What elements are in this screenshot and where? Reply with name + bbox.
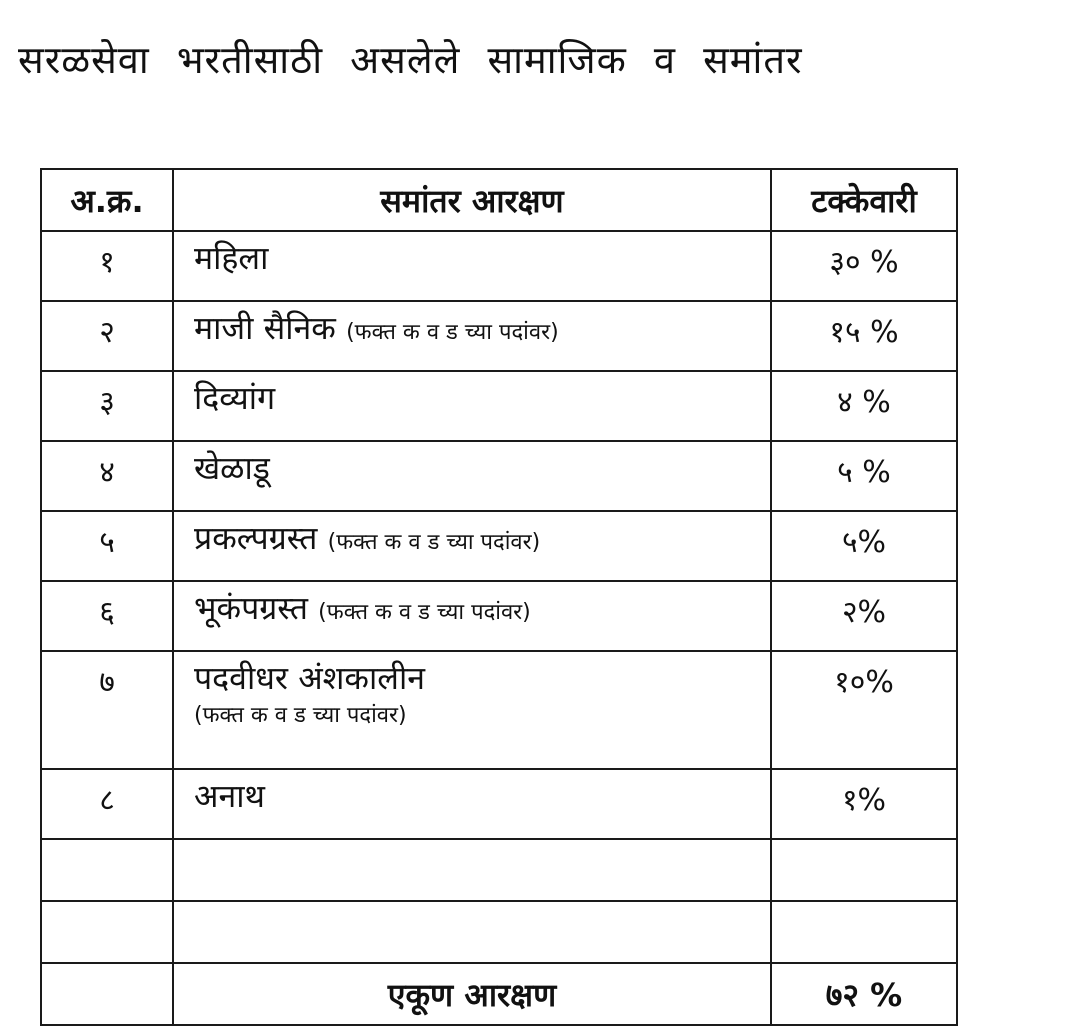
- table-row: [41, 651, 957, 769]
- empty-row: [41, 901, 957, 963]
- table-row: [41, 231, 957, 301]
- category-label: अनाथ: [194, 777, 265, 815]
- row-sr: ५: [41, 511, 173, 581]
- table-row: [41, 581, 957, 651]
- category-label: दिव्यांग: [194, 379, 276, 417]
- row-category: [173, 511, 771, 581]
- total-percent: ७२ %: [771, 963, 957, 1025]
- empty-row: [41, 839, 957, 901]
- row-category: [173, 651, 771, 769]
- table-header-row: [41, 169, 957, 231]
- row-percent: १०%: [771, 651, 957, 769]
- row-category: [173, 581, 771, 651]
- table-row: [41, 769, 957, 839]
- empty-cell: [41, 901, 173, 963]
- category-note: (फक्त क व ड च्या पदांवर): [318, 600, 531, 625]
- row-sr: ६: [41, 581, 173, 651]
- empty-cell: [173, 901, 771, 963]
- category-note: (फक्त क व ड च्या पदांवर): [194, 703, 407, 728]
- table-row: [41, 511, 957, 581]
- row-sr: २: [41, 301, 173, 371]
- category-label: महिला: [194, 239, 269, 277]
- table-row: [41, 441, 957, 511]
- table-row: [41, 371, 957, 441]
- row-sr: ८: [41, 769, 173, 839]
- row-category: [173, 441, 771, 511]
- row-category: [173, 301, 771, 371]
- category-note: (फक्त क व ड च्या पदांवर): [346, 320, 559, 345]
- category-label: पदवीधर अंशकालीन: [194, 659, 426, 697]
- empty-cell: [771, 839, 957, 901]
- row-percent: ४ %: [771, 371, 957, 441]
- row-sr: १: [41, 231, 173, 301]
- total-label: एकूण आरक्षण: [173, 963, 771, 1025]
- row-category: [173, 231, 771, 301]
- empty-cell: [41, 839, 173, 901]
- table-row: [41, 301, 957, 371]
- header-sr: अ.क्र.: [41, 169, 173, 231]
- category-label: माजी सैनिक: [194, 309, 336, 347]
- empty-cell: [173, 839, 771, 901]
- category-label: खेळाडू: [194, 449, 270, 487]
- row-category: [173, 371, 771, 441]
- category-note: (फक्त क व ड च्या पदांवर): [327, 530, 541, 555]
- page-title: सरळसेवा भरतीसाठी असलेले सामाजिक व समांतर: [18, 38, 803, 82]
- row-percent: १५ %: [771, 301, 957, 371]
- row-sr: ३: [41, 371, 173, 441]
- category-label: भूकंपग्रस्त: [194, 589, 308, 627]
- row-sr: ४: [41, 441, 173, 511]
- total-row: [41, 963, 957, 1025]
- row-percent: १%: [771, 769, 957, 839]
- category-label: प्रकल्पग्रस्त: [194, 519, 318, 557]
- header-category: समांतर आरक्षण: [173, 169, 771, 231]
- row-percent: ३० %: [771, 231, 957, 301]
- total-empty-cell: [41, 963, 173, 1025]
- row-sr: ७: [41, 651, 173, 769]
- header-percent: टक्केवारी: [771, 169, 957, 231]
- row-percent: ५ %: [771, 441, 957, 511]
- row-percent: २%: [771, 581, 957, 651]
- row-percent: ५%: [771, 511, 957, 581]
- reservation-table: [40, 168, 958, 1026]
- row-category: [173, 769, 771, 839]
- empty-cell: [771, 901, 957, 963]
